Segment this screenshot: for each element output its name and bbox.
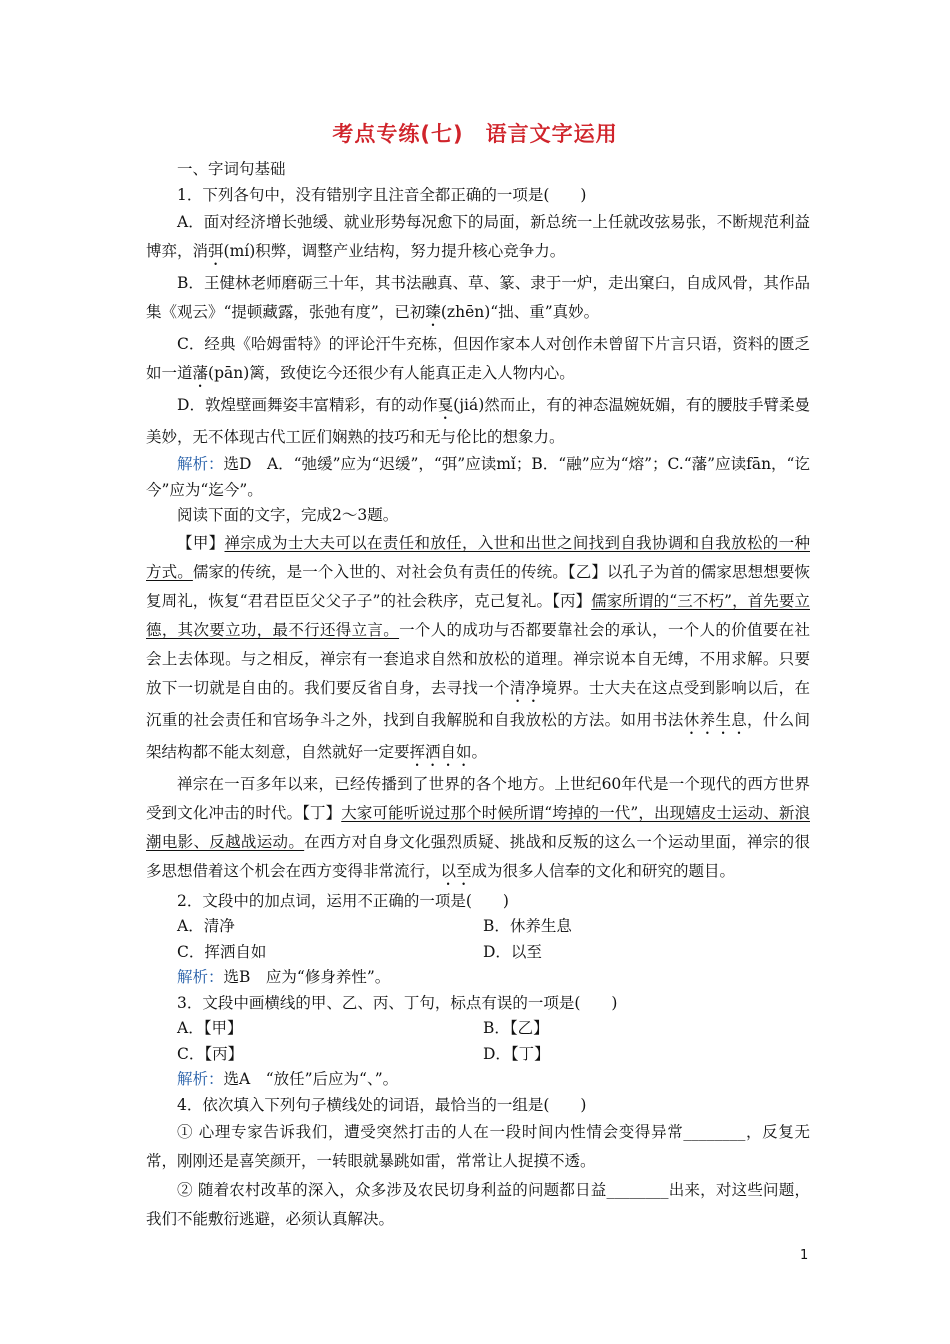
- q1-stem: 1．下列各句中，没有错别字且注音全都正确的一项是( ): [177, 185, 587, 204]
- q4-stem: 4．依次填入下列句子横线处的词语，最恰当的一组是( ): [177, 1095, 587, 1114]
- q1-option-c: C．经典《哈姆雷特》的评论汗牛充栋，但因作家本人对创作未曾留下片言只语，资料的匮乏如一道藩(pān)篱，致使讫今还很少有人能真正走入人物内心。: [146, 335, 810, 382]
- q3-options-row-1: [146, 1016, 810, 1042]
- q2-option-d: D．以至: [483, 942, 542, 961]
- passage-paragraph-2: 禅宗在一百多年以来，已经传播到了世界的各个地方。上世纪60年代是一个现代的西方世界受到文化冲击的时代。【丁】大家可能听说过那个时候所谓“垮掉的一代”，出现嬉皮士运动、新浪潮电影、反越战运动。在西方对自身文化强烈质疑、挑战和反叛的这么一个运动里面，禅宗的很多思想借着这个机会在西方变得非常流行，以至成为很多人信奉的文化和研究的题目。: [146, 774, 810, 880]
- q2-stem: 2．文段中的加点词，运用不正确的一项是( ): [177, 891, 509, 910]
- title-sub: 语言文字运用: [485, 122, 618, 146]
- page-number: 1: [800, 1248, 809, 1263]
- passage-paragraph-1: 【甲】禅宗成为士大夫可以在责任和放任，入世和出世之间找到自我协调和自我放松的一种方式。儒家的传统，是一个入世的、对社会负有责任的传统。【乙】以孔子为首的儒家思想想要恢复周礼，恢复“君君臣臣父父子子”的社会秩序，克己复礼。【丙】儒家所谓的“三不朽”，首先要立德，其次要立功，最不行还得立言。一个人的成功与否都要靠社会的承认，一个人的价值要在社会上去体现。与之相反，禅宗有一套追求自然和放松的道理。禅宗说本自无缚，不用求解。只要放下一切就是自由的。我们要反省自身，去寻找一个清净境界。士大夫在这点受到影响以后，在沉重的社会责任和官场争斗之外，找到自我解脱和自我放松的方法。如用书法休养生息，什么间架结构都不能太刻意，自然就好一定要挥洒自如。: [146, 533, 810, 761]
- q3-option-a: A．【甲】: [177, 1019, 243, 1037]
- q3-option-b: B．【乙】: [483, 1019, 549, 1037]
- q3-option-d: D．【丁】: [483, 1044, 550, 1063]
- q1-option-d: D．敦煌壁画舞姿丰富精彩，有的动作戛(jiá)然而止，有的神态温婉妩媚，有的腰肢手臂柔曼美妙，无不体现古代工匠们娴熟的技巧和无与伦比的想象力。: [146, 396, 810, 446]
- q1-option-a: A．面对经济增长弛缓、就业形势每况愈下的局面，新总统一上任就改弦易张，不断规范利益博弈，消弭(mí)积弊，调整产业结构，努力提升核心竞争力。: [146, 213, 810, 260]
- q2-option-c: C．挥洒自如: [177, 942, 267, 961]
- answer-label: 解析：: [177, 968, 224, 986]
- sentence-bing: 儒家所谓的“三不朽”，首先要立德，其次要立功，最不行还得立言。: [146, 591, 810, 639]
- answer-label: 解析：: [177, 1070, 224, 1088]
- title-main: 考点专练(七): [332, 122, 464, 146]
- reading-intro: 阅读下面的文字，完成2～3题。: [177, 506, 399, 524]
- q2-options-row-1: [146, 914, 810, 940]
- q2-option-a: A．清净: [177, 917, 235, 935]
- page-title: [0, 118, 950, 148]
- sentence-ding: 大家可能听说过那个时候所谓“垮掉的一代”，出现嬉皮士运动、新浪潮电影、反越战运动。: [146, 803, 810, 851]
- q2-option-b: B．休养生息: [483, 917, 572, 935]
- q3-answer: 解析：选A “放任”后应为“、”。: [177, 1070, 399, 1088]
- q2-answer: 解析：选B 应为“修身养性”。: [177, 968, 391, 986]
- section-heading: 一、字词句基础: [177, 160, 286, 178]
- q3-stem: 3．文段中画横线的甲、乙、丙、丁句，标点有误的一项是( ): [177, 993, 618, 1012]
- sentence-jia: 禅宗成为士大夫可以在责任和放任，入世和出世之间找到自我协调和自我放松的一种方式。: [146, 533, 810, 581]
- q3-option-c: C．【丙】: [177, 1044, 244, 1063]
- answer-label: 解析：: [177, 455, 224, 473]
- q2-options-row-2: [146, 940, 810, 966]
- q4-sentence-2: ② 随着农村改革的深入，众多涉及农民切身利益的问题都日益________出来，对这些问题，我们不能敷衍逃避，必须认真解决。: [146, 1181, 810, 1228]
- q3-options-row-2: [146, 1042, 810, 1068]
- q1-answer: 解析：选D A．“弛缓”应为“迟缓”，“弭”应读mǐ；B．“融”应为“熔”；C.“藩”应读fān，“讫今”应为“迄今”。: [146, 455, 810, 499]
- q4-sentence-1: ① 心理专家告诉我们，遭受突然打击的人在一段时间内性情会变得异常________，反复无常，刚刚还是喜笑颜开，一转眼就暴跳如雷，常常让人捉摸不透。: [146, 1123, 810, 1170]
- q1-option-b: B．王健林老师磨砺三十年，其书法融真、草、篆、隶于一炉，走出窠臼，自成风骨，其作品集《观云》“提顿藏露，张弛有度”，已初臻(zhēn)“拙、重”真妙。: [146, 274, 810, 321]
- document-body: [146, 157, 810, 1234]
